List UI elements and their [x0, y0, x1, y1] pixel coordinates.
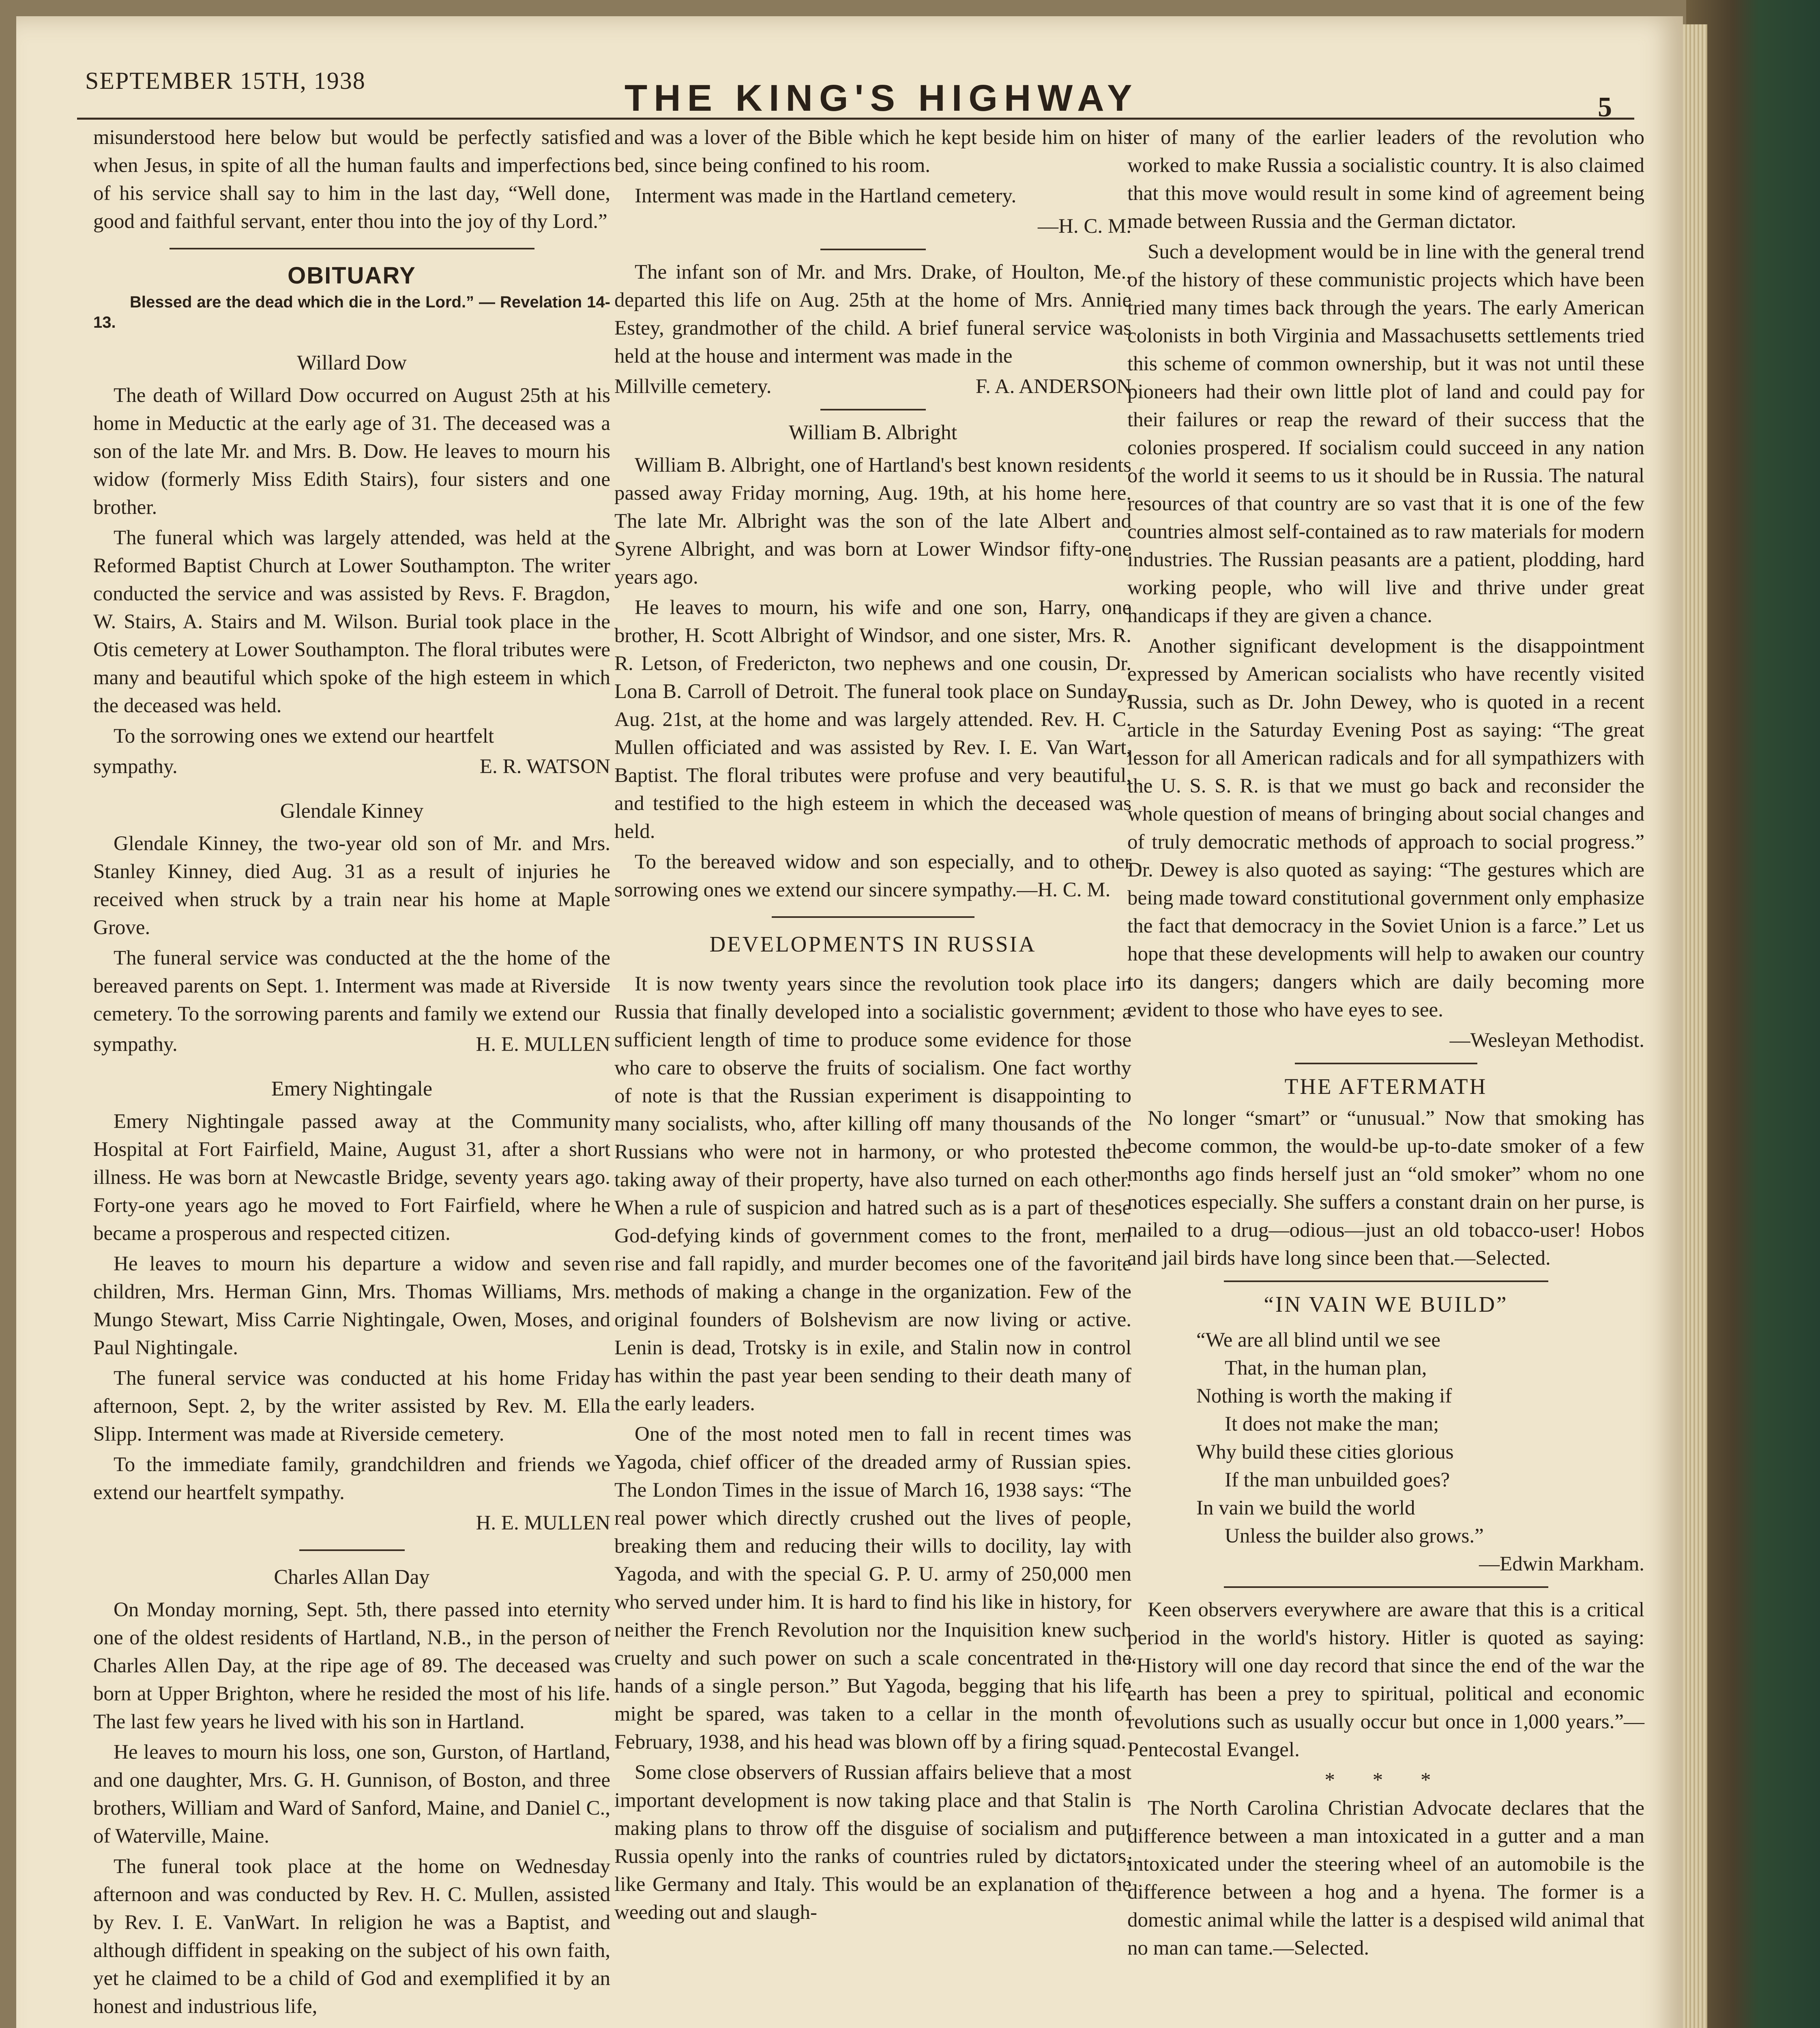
- article-source: —Wesleyan Methodist.: [1449, 1029, 1644, 1052]
- column-1: [93, 124, 610, 2023]
- obituary-paragraph: The funeral service was conducted at his home Friday afternoon, Sept. 2, by the writer assisted by Rev. M. Ella Slipp. Interment was made at Riverside cemetery.: [93, 1367, 610, 1446]
- obituary-paragraph: Emery Nightingale passed away at the Community Hospital at Fort Fairfield, Maine, August 31, after a short illness. He was born at Newcastle Bridge, seventy years ago. Forty-one years ago he moved to Fort Fairfield, where he became a prosperous and respected citizen.: [93, 1110, 610, 1245]
- divider: [772, 916, 974, 918]
- column-3: [1127, 124, 1644, 1965]
- divider: [299, 1549, 405, 1551]
- intro-paragraph: misunderstood here below but would be perfectly satisfied when Jesus, in spite of all the human faults and imperfections of his service shall say to him in the last day, “Well done, good and faithful servant, enter thou into the joy of thy Lord.”: [93, 126, 610, 233]
- obituary-paragraph: The death of Willard Dow occurred on August 25th at his home in Meductic at the early age of 31. The deceased was a son of the late Mr. and Mrs. B. Dow. He leaves to mourn his widow (formerly Miss Edith Stairs), four sisters and one brother.: [93, 384, 610, 519]
- obituary-name: William B. Albright: [788, 421, 957, 444]
- obituary-paragraph: To the bereaved widow and son especially, and to other sorrowing ones we extend our sincere sympathy.—H. C. M.: [614, 851, 1131, 901]
- article-paragraph: It is now twenty years since the revolution took place in Russia that finally developed into a socialistic government; a sufficient length of time to produce some evidence for those who care to observe the fruits of socialism. One fact worthy of note is that the Russian experiment is disappointing to many socialists, who, after killing off many thousands of the Russians who were not in harmony, or who protested the taking away of their property, have also turned on each other. When a rule of suspicion and hatred such as is a part of these God-defying kinds of government comes to the front, men rise and fall rapidly, and murder becomes one of the favorite methods of making a change in the organization. Few of the original founders of Bolshevism are now living or active. Lenin is dead, Trotsky is in exile, and Stalin now in control has within the past year been sending to their death many of the early leaders.: [614, 973, 1131, 1415]
- divider: [820, 409, 926, 410]
- obituary-paragraph: The funeral which was largely attended, was held at the Reformed Baptist Church at Lower Southampton. The writer conducted the service and was assisted by Revs. F. Bragdon, W. Stairs, A. Stairs and M. Wilson. Burial took place in the Otis cemetery at Lower Southampton. The floral tributes were many and beautiful which spoke of the high esteem in which the deceased was held.: [93, 526, 610, 717]
- article-paragraph: No longer “smart” or “unusual.” Now that smoking has become common, the would-be up-to-date smoker of a few months ago finds herself just an “old smoker” whom no one notices especially. She suffers a constant drain on her purse, is nailed to a drug—odious—just an old tobacco-user! Hobos and jail birds have long since been that.—Selected.: [1127, 1107, 1644, 1270]
- article-continued: ter of many of the earlier leaders of the revolution who worked to make Russia a socialistic country. It is also claimed that this move would result in some kind of agreement being made between Russia and the German dictator.: [1127, 126, 1644, 233]
- section-separator: * * *: [1324, 1769, 1447, 1792]
- article-paragraph: Another significant development is the disappointment expressed by American socialists who have recently visited Russia, such as Dr. John Dewey, who is quoted in a recent article in the Saturday Evening Post as saying: “The great lesson for all American radicals and for all sympathizers with the U. S. S. R. is that we must go back and reconsider the whole question of means of bringing about social changes and of truly democratic methods of approach to social progress.” Dr. Dewey is also quoted as saying: “The gestures which are being made toward constitutional government only emphasize the fact that democracy in the Soviet Union is a farce.” Let us hope that these developments will help to awaken our country to its dangers; dangers which are daily becoming more evident to those who have eyes to see.: [1127, 635, 1644, 1021]
- obituary-paragraph: He leaves to mourn, his wife and one son, Harry, one brother, H. Scott Albright of Windsor, and one sister, Mrs. R. R. Letson, of Fredericton, two nephews and one cousin, Dr. Lona B. Carroll of Detroit. The funeral took place on Sunday, Aug. 21st, at the home and was largely attended. Rev. H. C. Mullen officiated and was assisted by Rev. I. E. Van Wart, Baptist. The floral tributes were profuse and very beautiful, and testified to the high esteem in which the deceased was held.: [614, 596, 1131, 843]
- poem-author: —Edwin Markham.: [1479, 1553, 1644, 1575]
- obituary-paragraph: To the sorrowing ones we extend our heartfelt: [114, 725, 494, 748]
- signature: H. E. MULLEN: [476, 1512, 610, 1534]
- signature: H. E. MULLEN: [476, 1033, 610, 1056]
- issue-date: SEPTEMBER 15TH, 1938: [85, 67, 366, 94]
- divider: [1224, 1280, 1548, 1282]
- poem-line: Unless the builder also grows.”: [1225, 1525, 1484, 1547]
- obituary-paragraph: On Monday morning, Sept. 5th, there passed into eternity one of the oldest residents of Hartland, N.B., in the person of Charles Allen Day, at the ripe age of 89. The deceased was born at Upper Brighton, where he resided the most of his life. The last few years he lived with his son in Hartland.: [93, 1598, 610, 1733]
- masthead-rule: [77, 118, 1634, 120]
- poem: [1196, 1326, 1644, 1550]
- page-number: 5: [1598, 92, 1612, 123]
- signature: F. A. ANDERSON: [975, 375, 1131, 398]
- obituary-name: Emery Nightingale: [271, 1077, 433, 1100]
- obituary-paragraph: The funeral service was conducted at the the home of the bereaved parents on Sept. 1. Interment was made at Riverside cemetery. To the sorrowing parents and family we extend our: [93, 947, 610, 1025]
- obituary-paragraph: Interment was made in the Hartland cemetery.: [635, 185, 1017, 207]
- closing-word: sympathy.: [93, 1033, 178, 1056]
- obituary-paragraph: William B. Albright, one of Hartland's best known residents passed away Friday morning, Aug. 19th, at his home here. The late Mr. Albright was the son of the late Albert and Syrene Albright, and was born at Lower Windsor fifty-one years ago.: [614, 454, 1131, 589]
- signature-line: [93, 1031, 610, 1059]
- article-paragraph: Such a development would be in line with the general trend of the history of these communistic projects which have been tried many times back through the years. The early American colonists in both Virginia and Massachusetts settlements tried this scheme of common ownership, but it was not until these pioneers had their own little plot of land and could pay for their failures or reap the reward of their success that the colonies prospered. If socialism could succeed in any nation of the world it seems to us it should be in Russia. The natural resources of that country are so vast that it is one of the few countries almost self-contained as to raw materials for modern industries. The Russian peasants are a patient, plodding, hard working people, who will live and thrive under great handicaps if they are given a chance.: [1127, 241, 1644, 627]
- newspaper-page: [16, 16, 1683, 2028]
- divider: [820, 249, 926, 250]
- signature: E. R. WATSON: [479, 755, 610, 778]
- obituary-name: Charles Allan Day: [274, 1566, 430, 1589]
- masthead: [16, 16, 1683, 122]
- obituary-paragraph: He leaves to mourn his loss, one son, Gurston, of Hartland, and one daughter, Mrs. G. H. Gunnison, of Boston, and three brothers, William and Ward of Sanford, Maine, and Daniel C., of Waterville, Maine.: [93, 1741, 610, 1848]
- divider: [170, 248, 534, 249]
- divider: [1224, 1586, 1548, 1588]
- column-2: [614, 124, 1131, 1929]
- poem-line: In vain we build the world: [1196, 1497, 1415, 1519]
- article-heading: DEVELOPMENTS IN RUSSIA: [709, 932, 1037, 956]
- poem-heading: “IN VAIN WE BUILD”: [1264, 1292, 1508, 1317]
- poem-line: Why build these cities glorious: [1196, 1441, 1454, 1463]
- obituary-continued: and was a lover of the Bible which he kept beside him on his bed, since being confined to his room.: [614, 126, 1131, 177]
- obituary-heading: OBITUARY: [288, 262, 416, 289]
- obituary-paragraph: The infant son of Mr. and Mrs. Drake, of Houlton, Me., departed this life on Aug. 25th at the home of Mrs. Annie Estey, grandmother of the child. A brief funeral service was held at the house and interment was made in the: [614, 261, 1131, 367]
- poem-line: “We are all blind until we see: [1196, 1329, 1440, 1351]
- closing-word: Millville cemetery.: [614, 375, 772, 398]
- article-paragraph: One of the most noted men to fall in recent times was Yagoda, chief officer of the dreaded army of Russian spies. The London Times in the issue of March 16, 1938 says: “The real power which directly crushed out the lives of people, breaking them and reducing their wills to docility, lay with Yagoda, and with the special G. P. U. army of 250,000 men who served under him. It is hard to find his like in history, for neither the French Revolution nor the Inquisition knew such cruelty and such power on such a scale concentrated in the hands of a single person.” But Yagoda, begging that his life might be spared, was taken to a cellar in the month of February, 1938, and his head was blown off by a firing squad.: [614, 1423, 1131, 1753]
- poem-line: If the man unbuilded goes?: [1225, 1469, 1450, 1491]
- obituary-name: Willard Dow: [297, 351, 407, 374]
- divider: [1295, 1063, 1477, 1064]
- signature-line: [93, 753, 610, 781]
- obituary-paragraph: Glendale Kinney, the two-year old son of Mr. and Mrs. Stanley Kinney, died Aug. 31 as a result of injuries he received when struck by a train near his home at Maple Grove.: [93, 832, 610, 939]
- article-paragraph: Some close observers of Russian affairs believe that a most important development is now taking place and that Stalin is making plans to throw off the disguise of socialism and put Russia openly into the ranks of countries ruled by dictators, like Germany and Italy. This would be an explanation of the weeding out and slaugh-: [614, 1761, 1131, 1924]
- publication-title: THE KING'S HIGHWAY: [625, 77, 1139, 119]
- poem-line: It does not make the man;: [1225, 1413, 1439, 1435]
- signature: —H. C. M.: [1038, 215, 1131, 238]
- scripture-quote: Blessed are the dead which die in the Lord.” — Revelation 14-13.: [93, 293, 610, 331]
- article-paragraph: The North Carolina Christian Advocate declares that the difference between a man intoxicated in a gutter and a man intoxicated under the steering wheel of an automobile is the difference between a hog and a hyena. The former is a domestic animal while the latter is a despised wild animal that no man can tame.—Selected.: [1127, 1797, 1644, 1959]
- signature-line: [614, 373, 1131, 401]
- obituary-paragraph: He leaves to mourn his departure a widow and seven children, Mrs. Herman Ginn, Mrs. Thomas Williams, Mrs. Mungo Stewart, Miss Carrie Nightingale, Owen, Moses, and Paul Nightingale.: [93, 1252, 610, 1359]
- poem-line: That, in the human plan,: [1225, 1357, 1427, 1379]
- page-edges: [1683, 24, 1707, 2028]
- obituary-name: Glendale Kinney: [280, 799, 424, 823]
- obituary-paragraph: The funeral took place at the home on Wednesday afternoon and was conducted by Rev. H. C. Mullen, assisted by Rev. I. E. VanWart. In religion he was a Baptist, and although diffident in speaking on the subject of his own faith, yet he claimed to be a child of God and exemplified it by an honest and industrious life,: [93, 1855, 610, 2018]
- obituary-paragraph: To the immediate family, grandchildren and friends we extend our heartfelt sympathy.: [93, 1453, 610, 1504]
- article-heading: THE AFTERMATH: [1284, 1074, 1487, 1099]
- article-paragraph: Keen observers everywhere are aware that this is a critical period in the world's history. Hitler is quoted as saying: “History will one day record that since the end of the war the earth has been a prey to spiritual, political and economic revolutions such as usually occur but once in 1,000 years.”—Pentecostal Evangel.: [1127, 1598, 1644, 1761]
- poem-line: Nothing is worth the making if: [1196, 1385, 1452, 1407]
- closing-word: sympathy.: [93, 755, 178, 778]
